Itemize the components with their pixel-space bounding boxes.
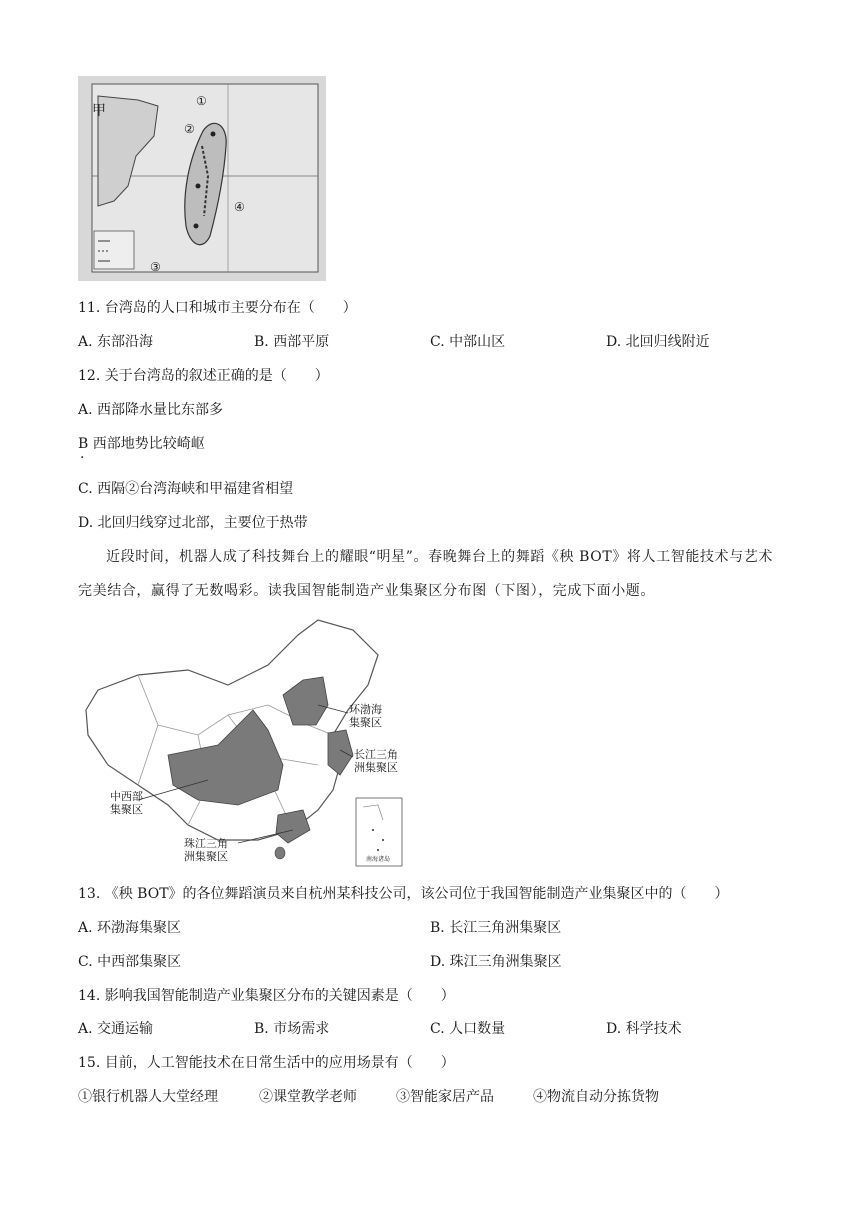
label-zhongxi-cluster: 中西部 集聚区 [110, 790, 143, 816]
q11-stem: 11. 台湾岛的人口和城市主要分布在（ ） [78, 300, 357, 316]
q14-option-b: B. 市场需求 [254, 1021, 330, 1037]
taiwan-map-figure [78, 76, 326, 281]
china-map-svg [78, 615, 408, 870]
q12-stem: 12. 关于台湾岛的叙述正确的是（ ） [78, 368, 329, 384]
q12-option-c: C. 西隔②台湾海峡和甲福建省相望 [78, 481, 294, 497]
q14-option-c: C. 人口数量 [430, 1021, 506, 1037]
map-label-circle-3: ③ [150, 260, 161, 274]
q14-option-a: A. 交通运输 [78, 1021, 154, 1037]
q15-item-1: ①银行机器人大堂经理 [78, 1089, 218, 1105]
inset-label: 南海诸岛 [366, 856, 391, 863]
q13-stem: 13. 《秧 BOT》的各位舞蹈演员来自杭州某科技公司，该公司位于我国智能制造产业集聚区中的（ ） [78, 886, 729, 902]
label-changjiang-cluster: 长江三角 洲集聚区 [354, 748, 398, 774]
q12-option-d: D. 北回归线穿过北部，主要位于热带 [78, 515, 308, 531]
q13-option-d: D. 珠江三角洲集聚区 [430, 954, 562, 970]
q11-option-b: B. 西部平原 [254, 334, 330, 350]
label-bohai-cluster: 环渤海 集聚区 [349, 703, 382, 729]
map-label-jia: 甲 [92, 103, 106, 119]
q15-item-4: ④物流自动分拣货物 [533, 1089, 659, 1105]
q14-stem: 14. 影响我国智能制造产业集聚区分布的关键因素是（ ） [78, 988, 455, 1004]
q15-item-3: ③智能家居产品 [396, 1089, 494, 1105]
q11-option-c: C. 中部山区 [430, 334, 506, 350]
map-label-circle-2: ② [184, 122, 195, 136]
q12-option-a: A. 西部降水量比东部多 [78, 402, 224, 418]
q12-option-b: B 西部地势比较崎岖 [78, 436, 205, 452]
q11-option-a: A. 东部沿海 [78, 334, 154, 350]
q15-item-2: ②课堂教学老师 [259, 1089, 357, 1105]
passage-text: 近段时间，机器人成了科技舞台上的耀眼“明星”。春晚舞台上的舞蹈《秧 BOT》将人工智能技术与艺术完美结合，赢得了无数喝彩。读我国智能制造产业集聚区分布图（下图），完成下面小题。 [78, 549, 773, 599]
map-label-circle-4: ④ [234, 200, 245, 214]
map-label-circle-1: ① [196, 94, 207, 108]
q13-option-a: A. 环渤海集聚区 [78, 920, 182, 936]
q15-stem: 15. 目前，人工智能技术在日常生活中的应用场景有（ ） [78, 1055, 455, 1071]
q11-option-d: D. 北回归线附近 [606, 334, 710, 350]
china-cluster-map-figure [78, 615, 408, 870]
q14-option-d: D. 科学技术 [606, 1021, 682, 1037]
label-zhujiang-cluster: 珠江三角 洲集聚区 [184, 837, 228, 863]
q13-option-c: C. 中西部集聚区 [78, 954, 182, 970]
q13-option-b: B. 长江三角洲集聚区 [430, 920, 562, 936]
option-dot-mark: · [80, 450, 85, 466]
